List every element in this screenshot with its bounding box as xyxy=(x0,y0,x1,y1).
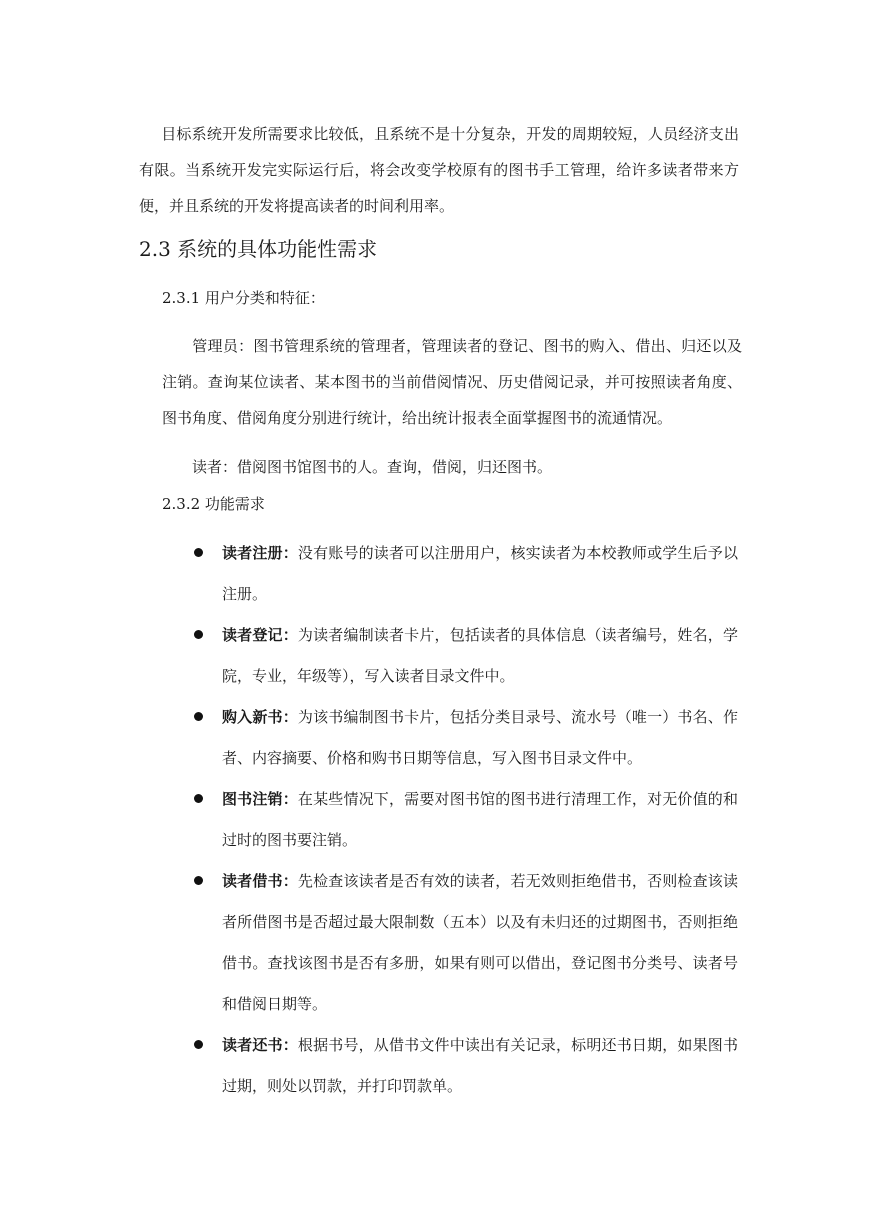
bullet-icon xyxy=(194,630,203,639)
list-item xyxy=(222,779,738,861)
list-item-desc: 为该书编制图书卡片，包括分类目录号、流水号（唯一）书名、作者、内容摘要、价格和购书日期等信息，写入图书目录文件中。 xyxy=(222,708,738,767)
admin-text: 管理员：图书管理系统的管理者，管理读者的登记、图书的购入、借出、归还以及注销。查询某位读者、某本图书的当前借阅情况、历史借阅记录，并可按照读者角度、图书角度、借阅角度分别进行统计，给出统计报表全面掌握图书的流通情况。 xyxy=(162,337,742,427)
list-item-term: 图书注销： xyxy=(222,790,298,808)
list-item xyxy=(222,1025,738,1107)
list-item-desc: 先检查该读者是否有效的读者，若无效则拒绝借书，否则检查该读者所借图书是否超过最大限制数（五本）以及有未归还的过期图书，否则拒绝借书。查找该图书是否有多册，如果有则可以借出，登记图书分类号、读者号和借阅日期等。 xyxy=(222,872,738,1013)
intro-text: 目标系统开发所需要求比较低，且系统不是十分复杂，开发的周期较短，人员经济支出有限。当系统开发完实际运行后，将会改变学校原有的图书手工管理，给许多读者带来方便，并且系统的开发将提高读者的时间利用率。 xyxy=(139,125,739,215)
list-item-desc: 没有账号的读者可以注册用户，核实读者为本校教师或学生后予以注册。 xyxy=(222,544,738,603)
section-2-3-2-heading: 2.3.2 功能需求 xyxy=(162,495,265,513)
list-item-term: 读者注册： xyxy=(222,544,298,562)
bullet-icon xyxy=(194,794,203,803)
list-item-term: 读者登记： xyxy=(222,626,298,644)
list-item-term: 读者还书： xyxy=(222,1036,298,1054)
bullet-icon xyxy=(194,712,203,721)
list-item-term: 读者借书： xyxy=(222,872,298,890)
bullet-icon xyxy=(194,548,203,557)
bullet-icon xyxy=(194,876,203,885)
list-item-desc: 在某些情况下，需要对图书馆的图书进行清理工作，对无价值的和过时的图书要注销。 xyxy=(222,790,738,849)
list-item xyxy=(222,697,738,779)
list-item-desc: 根据书号，从借书文件中读出有关记录，标明还书日期，如果图书过期，则处以罚款，并打印罚款单。 xyxy=(222,1036,738,1095)
list-item-desc: 为读者编制读者卡片，包括读者的具体信息（读者编号，姓名，学院，专业，年级等），写入读者目录文件中。 xyxy=(222,626,738,685)
section-2-3-1-heading: 2.3.1 用户分类和特征： xyxy=(162,289,325,307)
bullet-icon xyxy=(194,1040,203,1049)
admin-paragraph xyxy=(162,328,742,436)
list-item xyxy=(222,861,738,1025)
intro-paragraph xyxy=(139,116,739,224)
section-2-3-heading: 2.3 系统的具体功能性需求 xyxy=(139,237,378,261)
reader-paragraph: 读者：借阅图书馆图书的人。查询，借阅，归还图书。 xyxy=(192,458,553,476)
list-item-term: 购入新书： xyxy=(222,708,298,726)
list-item xyxy=(222,533,738,615)
list-item xyxy=(222,615,738,697)
